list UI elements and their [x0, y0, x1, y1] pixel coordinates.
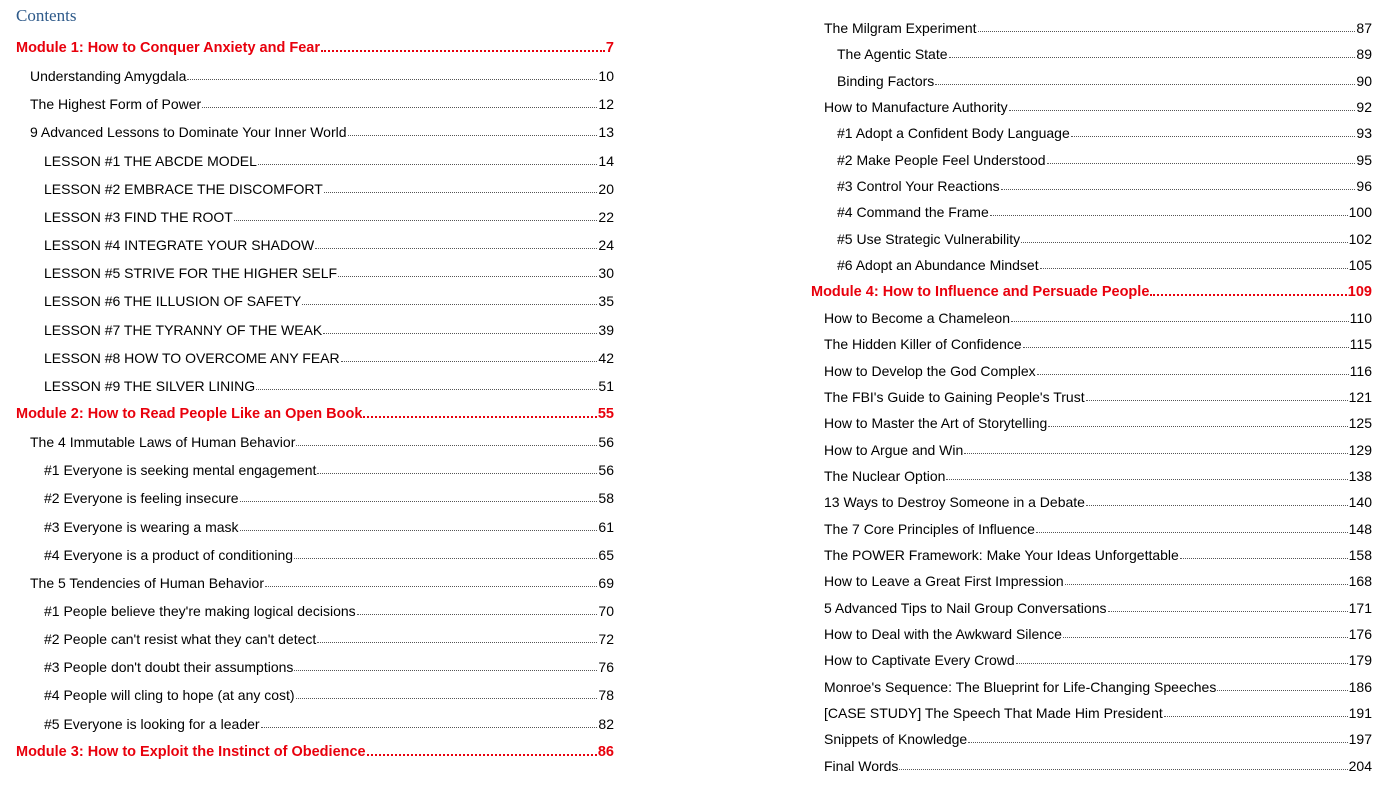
toc-entry-label: #5 Everyone is looking for a leader [44, 715, 260, 732]
toc-entry[interactable] [16, 377, 614, 395]
toc-page-number: 87 [1356, 20, 1372, 36]
toc-entry-label: The Agentic State [837, 46, 948, 63]
toc-page-number: 168 [1348, 573, 1372, 590]
toc-entry-label: The Nuclear Option [824, 467, 946, 484]
dot-leader [1086, 399, 1348, 401]
toc-entry-label: LESSON #4 INTEGRATE YOUR SHADOW [44, 237, 315, 254]
toc-page-number: 58 [598, 490, 614, 507]
toc-page-number: 138 [1348, 467, 1372, 484]
toc-page-number: 197 [1348, 731, 1372, 748]
toc-page-number: 140 [1348, 494, 1372, 511]
toc-entry-label: The 5 Tendencies of Human Behavior [30, 574, 264, 591]
toc-page-number: 30 [598, 265, 614, 282]
toc-module-entry[interactable] [16, 405, 614, 423]
toc-entry[interactable] [16, 546, 614, 564]
dot-leader [1037, 373, 1349, 375]
toc-entry[interactable] [16, 461, 614, 479]
dot-leader [946, 478, 1347, 480]
toc-entry[interactable] [16, 95, 614, 113]
toc-entry-label: Understanding Amygdala [30, 68, 187, 85]
toc-entry-label: #5 Use Strategic Vulnerability [837, 230, 1021, 247]
toc-entry[interactable] [811, 72, 1372, 90]
dot-leader [321, 49, 605, 52]
toc-entry[interactable] [16, 630, 614, 648]
toc-entry-label: The FBI's Guide to Gaining People's Trust [824, 388, 1085, 405]
toc-entry-label: The 4 Immutable Laws of Human Behavior [30, 434, 296, 451]
toc-entry[interactable] [16, 236, 614, 254]
dot-leader [899, 768, 1347, 770]
toc-page-number: 56 [598, 462, 614, 479]
toc-entry-label: Final Words [824, 757, 899, 774]
dot-leader [1150, 293, 1346, 296]
toc-entry[interactable] [16, 658, 614, 676]
toc-entry-label: [CASE STUDY] The Speech That Made Him President [824, 705, 1163, 722]
toc-entry[interactable] [811, 467, 1372, 485]
dot-leader [1164, 715, 1348, 717]
dot-leader [296, 444, 597, 446]
toc-entry[interactable] [16, 123, 614, 141]
toc-entry[interactable] [16, 686, 614, 704]
toc-page-number: 22 [598, 208, 614, 225]
dot-leader [990, 214, 1348, 216]
dot-leader [978, 30, 1356, 32]
dot-leader [1086, 504, 1348, 506]
toc-entry-label: Module 3: How to Exploit the Instinct of Obedience [16, 743, 366, 760]
toc-entry[interactable] [811, 362, 1372, 380]
toc-page-number: 102 [1348, 230, 1372, 247]
toc-page-number: 10 [598, 68, 614, 85]
toc-page-number: 55 [597, 405, 614, 422]
toc-page-number: 158 [1348, 547, 1372, 563]
toc-page-number: 61 [598, 518, 614, 535]
toc-module-entry[interactable] [16, 39, 614, 57]
dot-leader [261, 726, 598, 728]
dot-leader [187, 78, 597, 80]
dot-leader [324, 191, 598, 193]
dot-leader [341, 360, 598, 362]
toc-entry[interactable] [811, 572, 1372, 590]
toc-page-number: 176 [1348, 626, 1372, 643]
toc-page-number: 96 [1356, 178, 1372, 195]
toc-entry[interactable] [811, 45, 1372, 63]
toc-entry-label: #1 People believe they're making logical decisions [44, 603, 356, 619]
toc-page-number: 39 [598, 321, 614, 338]
toc-module-entry[interactable] [811, 283, 1372, 301]
toc-entry-label: LESSON #7 THE TYRANNY OF THE WEAK [44, 321, 323, 338]
toc-page-number: 92 [1356, 99, 1372, 116]
dot-leader [1108, 610, 1348, 612]
toc-entry[interactable] [16, 180, 614, 198]
toc-page-number: 204 [1348, 757, 1372, 774]
toc-entry-label: 9 Advanced Lessons to Dominate Your Inner World [30, 124, 347, 141]
toc-entry[interactable] [811, 19, 1372, 37]
dot-leader [296, 697, 598, 699]
toc-entry-label: Monroe's Sequence: The Blueprint for Life-Changing Speeches [824, 678, 1217, 695]
toc-entry[interactable] [811, 335, 1372, 353]
toc-page-number: 76 [598, 659, 614, 676]
toc-entry[interactable] [16, 602, 614, 620]
toc-entry-label: LESSON #8 HOW TO OVERCOME ANY FEAR [44, 349, 340, 366]
dot-leader [256, 388, 597, 390]
toc-entry[interactable] [811, 309, 1372, 327]
page-title: Contents [16, 6, 77, 25]
dot-leader [935, 83, 1355, 85]
toc-page-number: 115 [1349, 336, 1372, 353]
toc-entry-label: Module 4: How to Influence and Persuade People [811, 283, 1150, 300]
toc-page-number: 93 [1356, 125, 1372, 142]
toc-page-number: 35 [598, 293, 614, 310]
toc-entry-label: How to Manufacture Authority [824, 99, 1008, 116]
toc-entry-label: #4 Command the Frame [837, 204, 989, 221]
dot-leader [1009, 109, 1356, 111]
dot-leader [1001, 188, 1356, 190]
toc-entry-label: How to Deal with the Awkward Silence [824, 626, 1062, 643]
dot-leader [1065, 583, 1348, 585]
toc-entry-label: 5 Advanced Tips to Nail Group Conversations [824, 599, 1107, 616]
toc-entry[interactable] [16, 574, 614, 592]
dot-leader [294, 669, 597, 671]
toc-entry-label: #3 Everyone is wearing a mask [44, 518, 239, 535]
toc-entry[interactable] [16, 264, 614, 282]
toc-entry[interactable] [811, 599, 1372, 617]
toc-entry[interactable] [811, 441, 1372, 459]
toc-page-number: 72 [598, 631, 614, 648]
toc-entry-label: How to Develop the God Complex [824, 362, 1036, 379]
toc-entry-label: How to Argue and Win [824, 441, 964, 458]
toc-page-number: 65 [598, 546, 614, 563]
toc-entry-label: How to Master the Art of Storytelling [824, 415, 1048, 432]
toc-entry[interactable] [16, 715, 614, 733]
toc-page-number: 70 [598, 603, 614, 619]
toc-page-number: 148 [1348, 520, 1372, 537]
toc-entry[interactable] [811, 98, 1372, 116]
toc-entry-label: LESSON #3 FIND THE ROOT [44, 208, 233, 225]
toc-page-number: 12 [598, 96, 614, 113]
toc-entry-label: Module 1: How to Conquer Anxiety and Fear [16, 40, 320, 56]
toc-page-number: 105 [1348, 257, 1372, 274]
toc-entry-label: The POWER Framework: Make Your Ideas Unforgettable [824, 547, 1179, 563]
toc-entry[interactable] [16, 349, 614, 367]
toc-entry[interactable] [16, 518, 614, 536]
dot-leader [202, 106, 597, 108]
toc-page-number: 186 [1348, 678, 1372, 695]
toc-page-number: 86 [597, 743, 614, 760]
toc-page-number: 90 [1356, 72, 1372, 89]
dot-leader [1071, 135, 1356, 137]
dot-leader [258, 163, 597, 165]
toc-page-number: 89 [1356, 46, 1372, 63]
toc-entry-label: The Milgram Experiment [824, 20, 977, 36]
toc-entry-label: Snippets of Knowledge [824, 731, 968, 748]
toc-entry[interactable] [811, 678, 1372, 696]
toc-page-number: 20 [598, 180, 614, 197]
toc-page-number: 51 [598, 377, 614, 394]
toc-page-number: 110 [1349, 309, 1372, 326]
toc-entry[interactable] [16, 292, 614, 310]
toc-entry[interactable] [811, 730, 1372, 748]
toc-entry[interactable] [811, 203, 1372, 221]
toc-page-number: 24 [598, 237, 614, 254]
toc-page-number: 100 [1348, 204, 1372, 221]
toc-page-number: 125 [1348, 415, 1372, 432]
toc-entry[interactable] [811, 177, 1372, 195]
dot-leader [949, 56, 1356, 58]
dot-leader [1217, 689, 1347, 691]
dot-leader [323, 332, 597, 334]
dot-leader [1063, 636, 1348, 638]
dot-leader [240, 500, 598, 502]
toc-entry-label: How to Captivate Every Crowd [824, 652, 1015, 669]
toc-entry-label: How to Become a Chameleon [824, 309, 1010, 326]
toc-entry[interactable] [811, 651, 1372, 669]
toc-page-number: 95 [1356, 151, 1372, 168]
dot-leader [338, 275, 597, 277]
toc-entry[interactable] [811, 625, 1372, 643]
toc-entry-label: LESSON #1 THE ABCDE MODEL [44, 152, 257, 169]
toc-page-number: 42 [598, 349, 614, 366]
toc-page-number: 109 [1347, 283, 1372, 300]
toc-entry-label: Module 2: How to Read People Like an Open Book [16, 405, 363, 422]
dot-leader [1048, 425, 1347, 427]
dot-leader [1040, 267, 1348, 269]
toc-entry[interactable] [16, 67, 614, 85]
toc-page-number: 121 [1348, 388, 1372, 405]
toc-entry-label: The 7 Core Principles of Influence [824, 520, 1035, 537]
toc-page-number: 14 [598, 152, 614, 169]
toc-page-number: 129 [1348, 441, 1372, 458]
toc-page-number: 7 [605, 40, 614, 56]
toc-entry[interactable] [811, 757, 1372, 775]
dot-leader [964, 452, 1347, 454]
toc-entry-label: 13 Ways to Destroy Someone in a Debate [824, 494, 1085, 511]
toc-entry[interactable] [16, 489, 614, 507]
dot-leader [317, 641, 597, 643]
dot-leader [357, 613, 598, 615]
dot-leader [968, 741, 1347, 743]
toc-entry-label: Binding Factors [837, 72, 935, 89]
toc-entry-label: #1 Adopt a Confident Body Language [837, 125, 1070, 142]
toc-entry-label: #3 People don't doubt their assumptions [44, 659, 294, 676]
dot-leader [302, 303, 597, 305]
dot-leader [1180, 557, 1348, 559]
toc-page-number: 116 [1349, 362, 1372, 379]
toc-entry-label: #2 Everyone is feeling insecure [44, 490, 239, 507]
toc-entry-label: The Hidden Killer of Confidence [824, 336, 1022, 353]
dot-leader [1036, 531, 1348, 533]
toc-page-number: 78 [598, 687, 614, 704]
toc-entry-label: LESSON #2 EMBRACE THE DISCOMFORT [44, 180, 323, 197]
toc-page-number: 82 [598, 715, 614, 732]
dot-leader [1023, 346, 1349, 348]
dot-leader [1047, 162, 1356, 164]
toc-entry-label: #2 Make People Feel Understood [837, 151, 1046, 168]
toc-entry-label: #3 Control Your Reactions [837, 178, 1000, 195]
toc-entry[interactable] [811, 704, 1372, 722]
dot-leader [317, 472, 597, 474]
toc-entry-label: #4 People will cling to hope (at any cost) [44, 687, 295, 704]
dot-leader [265, 585, 597, 587]
toc-entry-label: #4 Everyone is a product of conditioning [44, 546, 294, 563]
toc-page-number: 13 [598, 124, 614, 141]
toc-entry[interactable] [811, 388, 1372, 406]
toc-module-entry[interactable] [16, 743, 614, 761]
toc-page-number: 171 [1348, 599, 1372, 616]
dot-leader [1011, 320, 1349, 322]
toc-entry[interactable] [811, 493, 1372, 511]
dot-leader [348, 134, 598, 136]
dot-leader [1016, 662, 1348, 664]
toc-entry-label: #6 Adopt an Abundance Mindset [837, 257, 1039, 274]
toc-page-number: 179 [1348, 652, 1372, 669]
toc-page-number: 69 [598, 574, 614, 591]
dot-leader [367, 753, 597, 756]
toc-entry-label: #1 Everyone is seeking mental engagement [44, 462, 317, 479]
toc-entry-label: LESSON #9 THE SILVER LINING [44, 377, 256, 394]
toc-entry[interactable] [811, 124, 1372, 142]
toc-entry[interactable] [811, 151, 1372, 169]
toc-page-number: 191 [1348, 705, 1372, 722]
toc-entry[interactable] [811, 414, 1372, 432]
toc-entry-label: LESSON #5 STRIVE FOR THE HIGHER SELF [44, 265, 338, 282]
dot-leader [240, 529, 598, 531]
dot-leader [315, 247, 597, 249]
toc-entry[interactable] [811, 256, 1372, 274]
dot-leader [294, 557, 597, 559]
toc-entry[interactable] [16, 152, 614, 170]
dot-leader [1021, 241, 1348, 243]
toc-entry[interactable] [16, 433, 614, 451]
toc-entry-label: LESSON #6 THE ILLUSION OF SAFETY [44, 293, 302, 310]
dot-leader [363, 415, 596, 418]
toc-entry[interactable] [811, 546, 1372, 564]
toc-entry[interactable] [16, 208, 614, 226]
toc-entry[interactable] [16, 321, 614, 339]
dot-leader [234, 219, 598, 221]
toc-entry-label: #2 People can't resist what they can't detect [44, 631, 317, 648]
toc-entry[interactable] [811, 520, 1372, 538]
toc-entry[interactable] [811, 230, 1372, 248]
toc-page-number: 56 [598, 434, 614, 451]
toc-entry-label: How to Leave a Great First Impression [824, 573, 1064, 590]
toc-entry-label: The Highest Form of Power [30, 96, 202, 113]
